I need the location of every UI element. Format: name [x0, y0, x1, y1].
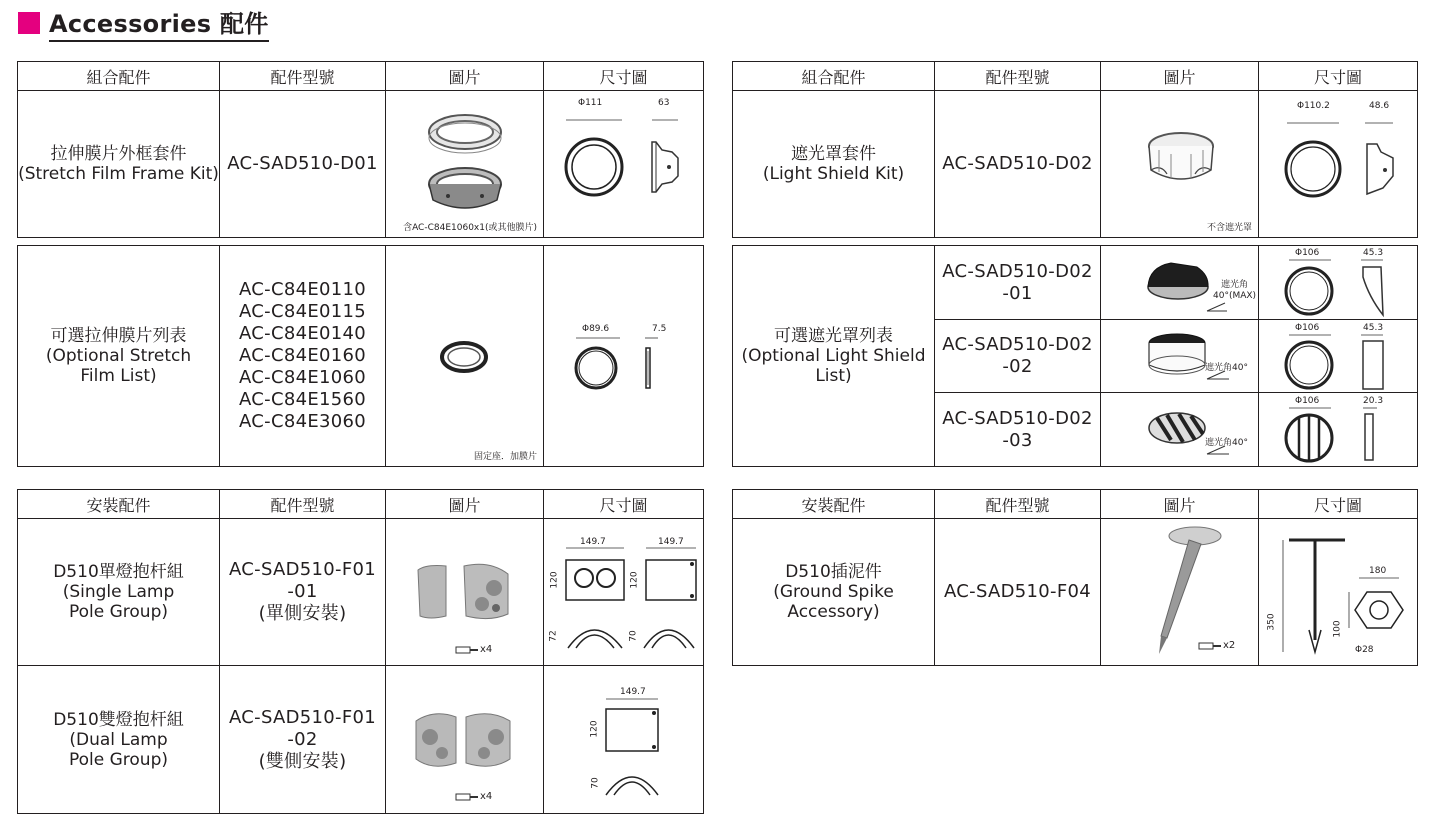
dimension-cell — [544, 666, 704, 814]
dimension-height: 120 — [629, 571, 640, 589]
model-suffix: -01 — [287, 581, 318, 602]
header-model: 配件型號 — [935, 62, 1101, 91]
model-number: AC-SAD510-D01 — [227, 153, 378, 174]
dimension-height: 120 — [549, 571, 560, 589]
shade-angle-label: 遮光角40° — [1205, 363, 1248, 373]
model-number: AC-C84E0140 — [238, 323, 366, 344]
model-number: AC-SAD510-D02 — [942, 260, 1093, 282]
picture-cell — [1101, 519, 1259, 666]
shield-03-image — [1101, 394, 1257, 466]
screw-count: x2 — [1223, 640, 1236, 651]
frame-kit-image — [386, 92, 542, 237]
shade-angle-line1: 遮光角 — [1221, 280, 1249, 290]
shield-02-image — [1101, 321, 1257, 392]
model-cell — [935, 91, 1101, 238]
name-en-line1: (Optional Light Shield — [741, 346, 926, 366]
dimension-height: 70 — [590, 777, 601, 789]
dimension-diameter: Φ106 — [1295, 323, 1320, 333]
screw-count: x4 — [480, 791, 493, 802]
name-en: (Light Shield Kit) — [762, 164, 905, 184]
shield-kit-dimension — [1259, 92, 1417, 237]
dimension-cell — [1259, 519, 1418, 666]
model-number: AC-C84E0160 — [238, 345, 366, 366]
single-clamp-image — [386, 520, 542, 665]
name-en: (Stretch Film Frame Kit) — [18, 164, 219, 184]
picture-cell — [386, 91, 544, 238]
header-dimension: 尺寸圖 — [1259, 490, 1418, 519]
dimension-width: 149.7 — [620, 687, 646, 697]
table-shield-list — [732, 245, 1418, 467]
name-zh: D510雙燈抱杆組 — [53, 709, 184, 730]
model-cell — [935, 320, 1101, 393]
model-cell — [220, 246, 386, 467]
name-en-line1: (Optional Stretch — [45, 346, 192, 366]
picture-note: 含AC-C84E1060x1(或其他膜片) — [403, 223, 537, 233]
name-en-line2: Pole Group) — [68, 749, 169, 770]
dimension-diameter: Φ89.6 — [582, 324, 610, 334]
name-en-line1: (Ground Spike — [773, 582, 894, 602]
table-film-list — [17, 245, 704, 467]
header-install: 安裝配件 — [733, 490, 935, 519]
dimension-cell — [1259, 91, 1418, 238]
shade-angle-line2: 40°(MAX) — [1213, 291, 1257, 301]
film-ring-dimension — [544, 247, 702, 466]
header-model: 配件型號 — [220, 62, 386, 91]
header-dimension: 尺寸圖 — [544, 62, 704, 91]
picture-cell — [1101, 320, 1259, 393]
dimension-width: 180 — [1369, 566, 1387, 576]
table-pole-groups — [17, 489, 704, 814]
model-number: AC-SAD510-D02 — [942, 153, 1093, 174]
model-number: AC-C84E0115 — [238, 301, 366, 322]
model-suffix: -02 — [1002, 356, 1033, 377]
dimension-diameter: Φ28 — [1355, 645, 1374, 655]
model-cell — [935, 393, 1101, 467]
table-ground-spike — [732, 489, 1418, 666]
name-zh: 可選遮光罩列表 — [774, 326, 893, 346]
picture-cell — [386, 246, 544, 467]
picture-cell — [1101, 91, 1259, 238]
shade-angle-label: 遮光角40° — [1205, 438, 1248, 448]
name-en-line2: List) — [815, 366, 852, 386]
dimension-thickness: 7.5 — [652, 324, 667, 334]
header-model: 配件型號 — [220, 490, 386, 519]
model-number: AC-C84E3060 — [238, 411, 366, 432]
name-zh: 拉伸膜片外框套件 — [50, 144, 187, 164]
header-install: 安裝配件 — [18, 490, 220, 519]
model-suffix: -02 — [287, 728, 318, 750]
accessory-name — [18, 666, 220, 814]
name-en-line2: Pole Group) — [68, 602, 169, 622]
dimension-depth: 48.6 — [1369, 101, 1390, 111]
name-zh: 遮光罩套件 — [791, 144, 876, 164]
dimension-depth: 20.3 — [1363, 396, 1384, 406]
frame-kit-dimension — [544, 92, 702, 237]
accessory-name — [18, 246, 220, 467]
header-dimension: 尺寸圖 — [544, 490, 704, 519]
model-number: AC-C84E1060 — [238, 367, 366, 388]
table-shield-kit — [732, 61, 1418, 238]
shield-01-dimension — [1259, 247, 1417, 319]
name-zh: 可選拉伸膜片列表 — [50, 326, 187, 346]
dimension-diameter: Φ106 — [1295, 396, 1320, 406]
accessory-name — [18, 519, 220, 666]
accessory-name — [18, 91, 220, 238]
model-number: AC-C84E0110 — [238, 279, 366, 300]
name-en-line2: Film List) — [80, 366, 157, 386]
model-install-type: (單側安裝) — [258, 603, 347, 624]
shield-03-dimension — [1259, 394, 1417, 466]
dual-clamp-image — [386, 667, 542, 813]
film-ring-image — [386, 247, 542, 466]
model-cell — [220, 666, 386, 814]
model-cell — [935, 519, 1101, 666]
picture-cell — [1101, 393, 1259, 467]
header-combo: 組合配件 — [733, 62, 935, 91]
dimension-cell — [544, 246, 704, 467]
header-picture: 圖片 — [1101, 490, 1259, 519]
model-cell — [220, 519, 386, 666]
picture-cell — [386, 519, 544, 666]
dimension-cell — [1259, 393, 1418, 467]
model-cell — [220, 91, 386, 238]
ground-spike-dimension — [1259, 520, 1417, 665]
model-number: AC-SAD510-D02 — [942, 407, 1093, 429]
picture-cell — [386, 666, 544, 814]
dimension-width: 149.7 — [580, 537, 606, 547]
dimension-plate-height: 100 — [1332, 620, 1343, 638]
accessory-name — [733, 246, 935, 467]
title-accent-square — [18, 12, 40, 34]
model-suffix: -03 — [1002, 429, 1033, 451]
picture-note: 固定座．加膜片 — [473, 452, 537, 462]
header-combo: 組合配件 — [18, 62, 220, 91]
model-number: AC-C84E1560 — [238, 389, 366, 410]
dimension-width: 149.7 — [658, 537, 684, 547]
model-number: AC-SAD510-D02 — [942, 334, 1093, 355]
dimension-diameter: Φ111 — [578, 98, 603, 108]
name-zh: D510單燈抱杆組 — [53, 562, 184, 582]
header-picture: 圖片 — [1101, 62, 1259, 91]
model-number: AC-SAD510-F01 — [228, 559, 376, 580]
name-zh: D510插泥件 — [785, 562, 882, 582]
screw-count: x4 — [480, 644, 493, 655]
name-en-line2: Accessory) — [787, 602, 880, 622]
dimension-cell — [1259, 246, 1418, 320]
picture-note: 不含遮光罩 — [1206, 223, 1252, 233]
header-picture: 圖片 — [386, 62, 544, 91]
shield-02-dimension — [1259, 321, 1417, 392]
dimension-diameter: Φ106 — [1295, 248, 1320, 258]
header-model: 配件型號 — [935, 490, 1101, 519]
model-number: AC-SAD510-F01 — [228, 706, 376, 728]
dimension-cell — [544, 519, 704, 666]
dimension-height: 70 — [628, 630, 639, 642]
picture-cell — [1101, 246, 1259, 320]
dimension-cell — [544, 91, 704, 238]
name-en-line1: (Single Lamp — [62, 582, 175, 602]
header-dimension: 尺寸圖 — [1259, 62, 1418, 91]
model-number: AC-SAD510-F04 — [943, 581, 1091, 602]
dimension-cell — [1259, 320, 1418, 393]
accessory-name — [733, 519, 935, 666]
page-title — [18, 8, 269, 38]
header-picture: 圖片 — [386, 490, 544, 519]
dimension-depth: 63 — [658, 98, 670, 108]
dimension-diameter: Φ110.2 — [1297, 101, 1330, 111]
model-suffix: -01 — [1002, 282, 1033, 304]
model-install-type: (雙側安裝) — [258, 750, 347, 772]
page-title-text: Accessories 配件 — [49, 4, 269, 42]
table-stretch-kit — [17, 61, 704, 238]
name-en-line1: (Dual Lamp — [69, 729, 168, 750]
dimension-depth: 45.3 — [1363, 248, 1384, 258]
dimension-depth: 45.3 — [1363, 323, 1384, 333]
model-cell — [935, 246, 1101, 320]
accessory-name — [733, 91, 935, 238]
dimension-height: 72 — [548, 630, 559, 642]
shield-kit-image — [1101, 92, 1257, 237]
dimension-height: 350 — [1266, 613, 1277, 631]
dimension-height: 120 — [589, 720, 600, 738]
shade-angle-label — [1213, 280, 1256, 302]
